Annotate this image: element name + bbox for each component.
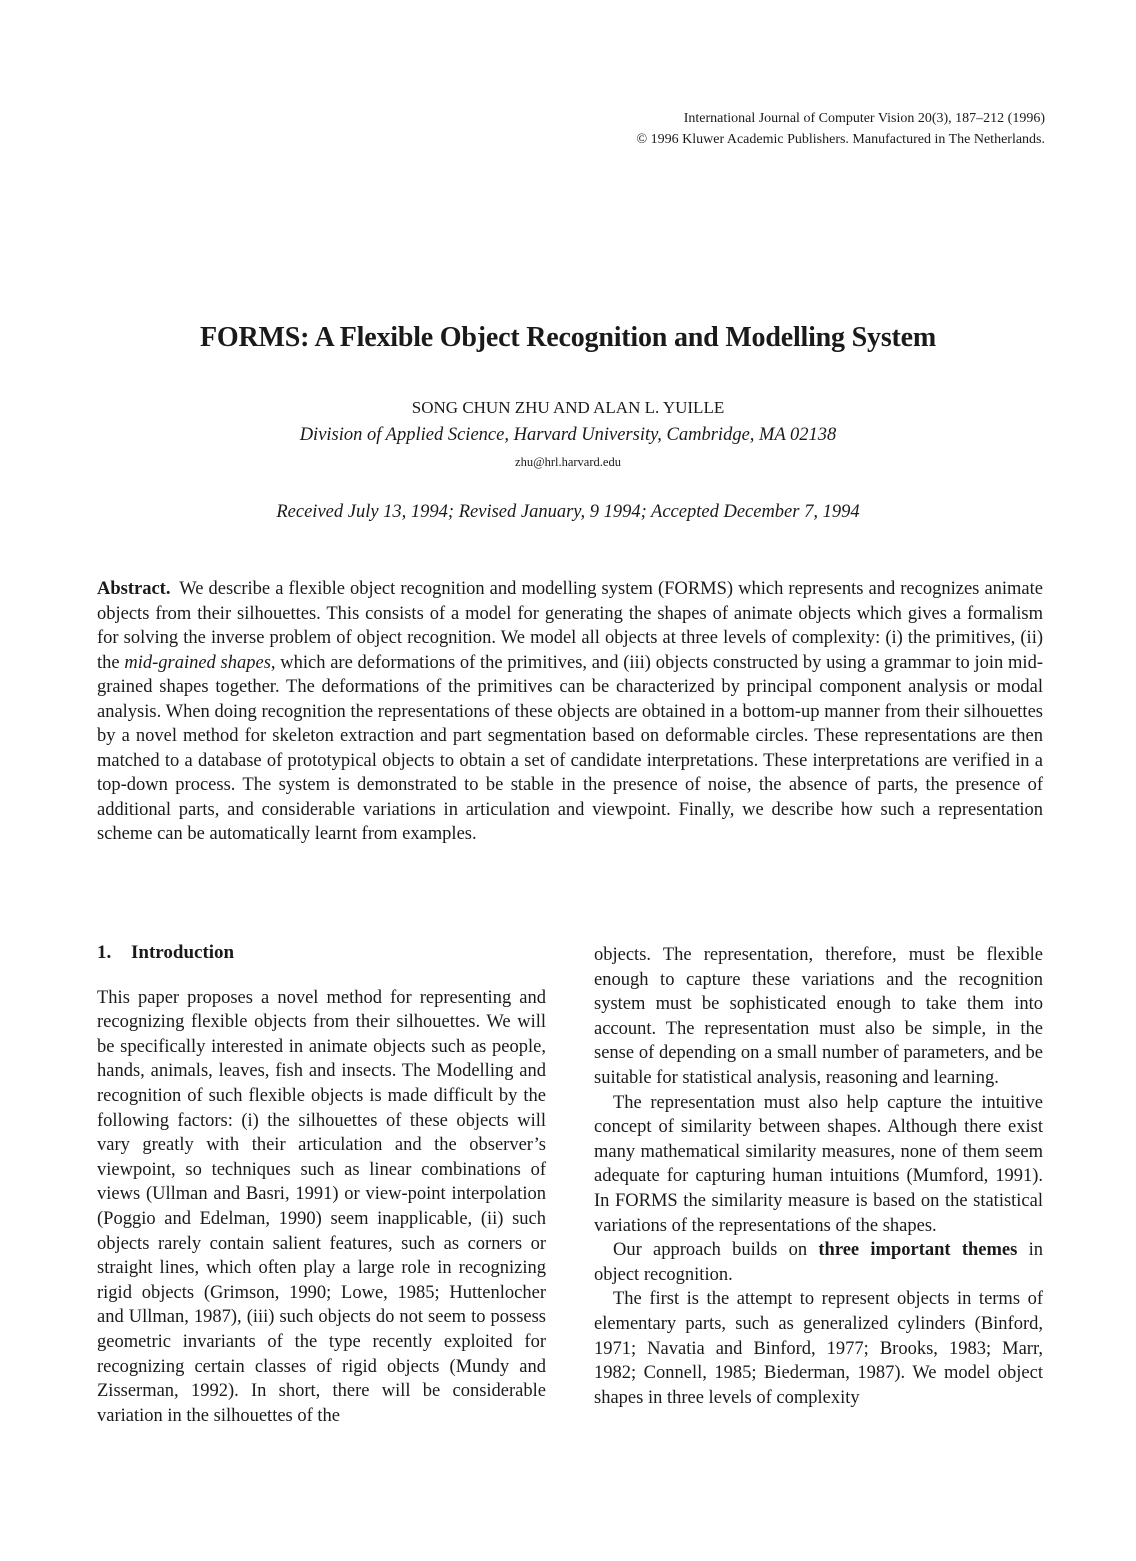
journal-header [637, 108, 1046, 150]
right-column [594, 943, 1043, 1410]
intro-p4-bold-phrase: three important themes [818, 1240, 1018, 1261]
submission-dates: Received July 13, 1994; Revised January, 9 1994; Accepted December 7, 1994 [276, 502, 860, 522]
abstract-label: Abstract. [97, 579, 171, 599]
intro-paragraph-5: The first is the attempt to represent objects in terms of elementary parts, such as generalized cylinders (Binford, 1971; Navatia and Binford, 1977; Brooks, 1983; Marr, 1982; Connell, 1985; Biederman, 1987). We model object shapes in three levels of complexity [594, 1289, 1043, 1408]
abstract-text-part-1: We describe a flexible object recognition and modelling system (FORMS) which represents and recognizes animate objects from their silhouettes. This consists of a model for generating the shapes of animate objects which gives a formalism for solving the inverse problem of object recognition. We model all objects at three levels of complexity: (i) the primitives, (ii) the [97, 579, 1043, 673]
copyright-notice: © 1996 Kluwer Academic Publishers. Manufactured in The Netherlands. [636, 132, 1045, 147]
intro-paragraph-4 [594, 1238, 1043, 1287]
intro-p4-text-2: in object recognition. [594, 1240, 1043, 1285]
section-number: 1. [97, 942, 112, 963]
author-email: zhu@hrl.harvard.edu [515, 455, 621, 469]
journal-citation: International Journal of Computer Vision 20(3), 187–212 (1996) [683, 111, 1045, 126]
abstract-italic-term: mid-grained shapes [124, 652, 271, 673]
paper-authors: SONG CHUN ZHU AND ALAN L. YUILLE [411, 398, 725, 417]
intro-paragraph-3: The representation must also help capture the intuitive concept of similarity between shapes. Although there exist many mathematical similarity measures, none of them seem adequate for capturing human intuitions (Mumford, 1991). In FORMS the similarity measure is based on the statistical variations of the representations of the shapes. [594, 1092, 1043, 1236]
intro-paragraph-2: objects. The representation, therefore, must be flexible enough to capture these variations and the recognition system must be sophisticated enough to take them into account. The representation must also be simple, in the sense of depending on a small number of parameters, and be suitable for statistical analysis, reasoning and learning. [594, 945, 1043, 1088]
section-title: Introduction [131, 942, 235, 963]
intro-paragraph-1: This paper proposes a novel method for representing and recognizing flexible objects from their silhouettes. We will be specifically interested in animate objects such as people, hands, animals, leaves, fish and insects. The Modelling and recognition of such flexible objects is made difficult by the following factors: (i) the silhouettes of these objects will vary greatly with their articulation and the observer’s viewpoint, so techniques such as linear combinations of views (Ullman and Basri, 1991) or view-point interpolation (Poggio and Edelman, 1990) seem inapplicable, (ii) such objects rarely contain salient features, such as corners or straight lines, which often play a large role in recognizing rigid objects (Grimson, 1990; Lowe, 1985; Huttenlocher and Ullman, 1987), (iii) such objects do not seem to possess geometric invariants of the type recently exploited for recognizing certain classes of rigid objects (Mundy and Zisserman, 1992). In short, there will be considerable variation in the silhouettes of the [97, 987, 546, 1426]
abstract-text-part-2: , which are deformations of the primitives, and (iii) objects constructed by using a grammar to join mid-grained shapes together. The deformations of the primitives can be characterized by principal component analysis or modal analysis. When doing recognition the representations of these objects are obtained in a bottom-up manner from their silhouettes by a novel method for skeleton extraction and part segmentation based on deformable circles. These representations are then matched to a database of prototypical objects to obtain a set of candidate interpretations. These interpretations are verified in a top-down process. The system is demonstrated to be stable in the presence of noise, the absence of parts, the presence of additional parts, and considerable variations in articulation and viewpoint. Finally, we describe how such a representation scheme can be automatically learnt from examples. [97, 652, 1043, 844]
author-affiliation: Division of Applied Science, Harvard University, Cambridge, MA 02138 [299, 425, 837, 445]
paper-title: FORMS: A Flexible Object Recognition and Modelling System [199, 322, 936, 353]
abstract [97, 577, 1043, 847]
intro-p4-text-1: Our approach builds on [613, 1240, 819, 1261]
left-column [97, 940, 546, 1428]
section-heading [97, 941, 546, 966]
